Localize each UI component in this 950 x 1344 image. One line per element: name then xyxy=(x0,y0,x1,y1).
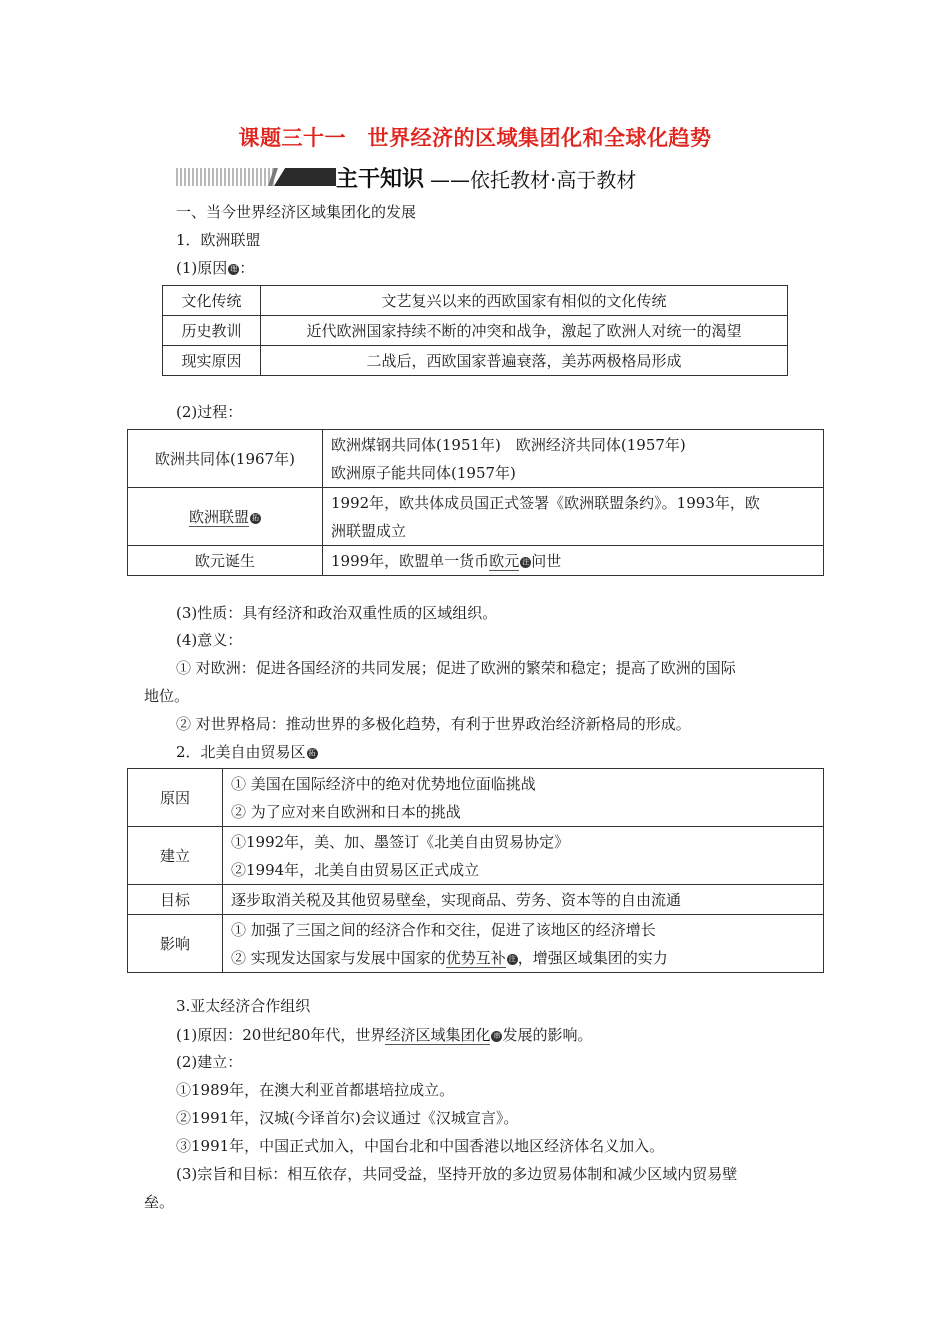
table-cell-label xyxy=(128,488,323,546)
note-mark-icon: 注 xyxy=(522,557,530,566)
cell-line: ① 美国在国际经济中的绝对优势地位面临挑战 xyxy=(231,774,536,793)
table-cell-label: 现实原因 xyxy=(163,346,261,376)
cell-line: 欧洲原子能共同体(1957年) xyxy=(331,463,516,482)
table-cell-text xyxy=(223,827,824,885)
note-mark-icon: 拓 xyxy=(308,749,316,757)
eu-significance-2: ② 对世界格局：推动世界的多极化趋势，有利于世界政治经济新格局的形成。 xyxy=(176,715,691,733)
table-cell-text: 文艺复兴以来的西欧国家有相似的文化传统 xyxy=(261,286,788,316)
banner-main-text: 主干知识 xyxy=(336,167,425,192)
table-cell-label: 欧洲共同体(1967年) xyxy=(128,430,323,488)
nafta-heading: 2．北美自由贸易区 拓 xyxy=(176,743,316,761)
note-mark-icon: 拓 xyxy=(252,513,259,522)
table-row xyxy=(128,827,824,885)
cell-line: 欧洲煤钢共同体(1951年) 欧洲经济共同体(1957年) xyxy=(331,435,686,454)
table-cell-text xyxy=(223,769,824,827)
eu-process-label: (2)过程： xyxy=(176,403,243,421)
apec-est-1: ①1989年，在澳大利亚首都堪培拉成立。 xyxy=(176,1081,455,1099)
eu-reasons-table xyxy=(162,285,788,376)
term-underlined: 欧洲联盟 xyxy=(188,507,249,526)
eu-significance-1-cont: 地位。 xyxy=(144,687,190,705)
eu-reasons-label: (1)原因 理 ： xyxy=(176,259,255,277)
table-row xyxy=(128,915,824,973)
cell-line: ①1992年，美、加、墨签订《北美自由贸易协定》 xyxy=(231,832,570,851)
apec-aim: (3)宗旨和目标：相互依存，共同受益，坚持开放的多边贸易体制和减少区域内贸易壁 xyxy=(176,1165,738,1183)
table-row xyxy=(128,430,824,488)
page-title: 课题三十一 世界经济的区域集团化和全球化趋势 xyxy=(238,126,712,150)
section-heading: 一、当今世界经济区域集团化的发展 xyxy=(176,203,417,221)
banner-sub-text: ——依托教材·高于教材 xyxy=(430,168,637,192)
table-cell-text: 二战后，西欧国家普遍衰落，美苏两极格局形成 xyxy=(261,346,788,376)
term-underlined: 经济区域集团化 xyxy=(385,1026,491,1044)
table-row xyxy=(128,546,824,576)
note-mark-icon: 理 xyxy=(230,265,238,273)
note-mark-icon: 串 xyxy=(493,1032,501,1040)
eu-nature: (3)性质：具有经济和政治双重性质的区域组织。 xyxy=(176,604,498,622)
table-row xyxy=(163,316,788,346)
table-row xyxy=(163,286,788,316)
cell-line: ① 加强了三国之间的经济合作和交往，促进了该地区的经济增长 xyxy=(231,920,656,939)
eu-significance-label: (4)意义： xyxy=(176,631,243,649)
table-cell-label: 欧元诞生 xyxy=(128,546,323,576)
table-cell-label: 目标 xyxy=(128,885,223,915)
table-row xyxy=(128,488,824,546)
eu-heading: 1．欧洲联盟 xyxy=(176,231,261,249)
table-row xyxy=(128,885,824,915)
table-cell-label: 历史教训 xyxy=(163,316,261,346)
nafta-table xyxy=(127,768,824,973)
cell-line: 洲联盟成立 xyxy=(331,521,407,540)
table-cell-label: 文化传统 xyxy=(163,286,261,316)
term-underlined: 优势互补 xyxy=(445,948,506,967)
apec-cause: (1)原因：20世纪80年代，世界经济区域集团化 串 发展的影响。 xyxy=(176,1026,593,1044)
table-cell-text: 逐步取消关税及其他贸易壁垒，实现商品、劳务、资本等的自由流通 xyxy=(223,885,824,915)
cell-line: 1992年，欧共体成员国正式签署《欧洲联盟条约》。1993年，欧 xyxy=(331,493,760,512)
apec-est-2: ②1991年，汉城(今译首尔)会议通过《汉城宣言》。 xyxy=(176,1109,519,1127)
apec-heading: 3.亚太经济合作组织 xyxy=(176,997,311,1015)
banner-hatch-decoration xyxy=(176,168,276,186)
apec-aim-cont: 垒。 xyxy=(144,1193,175,1211)
term-underlined: 欧元 xyxy=(489,551,520,570)
cell-line: ② 实现发达国家与发展中国家的优势互补 注 ，增强区域集团的实力 xyxy=(231,948,668,967)
cell-line: ② 为了应对来自欧洲和日本的挑战 xyxy=(231,802,461,821)
table-row xyxy=(128,769,824,827)
table-row xyxy=(163,346,788,376)
table-cell-text xyxy=(323,488,824,546)
table-cell-text: 近代欧洲国家持续不断的冲突和战争，激起了欧洲人对统一的渴望 xyxy=(261,316,788,346)
table-cell-label: 建立 xyxy=(128,827,223,885)
table-cell-label: 原因 xyxy=(128,769,223,827)
note-mark-icon: 注 xyxy=(508,954,516,963)
section-banner xyxy=(176,162,776,192)
table-cell-text xyxy=(223,915,824,973)
eu-process-table xyxy=(127,429,824,576)
table-cell-text xyxy=(323,430,824,488)
cell-line: ②1994年，北美自由贸易区正式成立 xyxy=(231,860,480,879)
apec-est-3: ③1991年，中国正式加入，中国台北和中国香港以地区经济体名义加入。 xyxy=(176,1137,665,1155)
eu-significance-1: ① 对欧洲：促进各国经济的共同发展；促进了欧洲的繁荣和稳定；提高了欧洲的国际 xyxy=(176,659,736,677)
apec-est-label: (2)建立： xyxy=(176,1053,243,1071)
table-cell-label: 影响 xyxy=(128,915,223,973)
banner-bar-decoration xyxy=(274,168,336,186)
table-cell-text: 1999年，欧盟单一货币欧元 注 问世 xyxy=(323,546,824,576)
